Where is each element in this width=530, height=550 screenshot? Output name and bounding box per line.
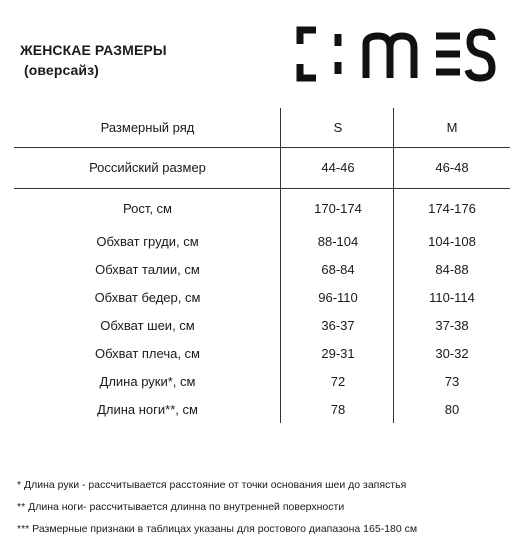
row-label: Длина ноги**, см bbox=[97, 402, 198, 417]
table-row bbox=[0, 342, 530, 366]
row-value-m: 30-32 bbox=[435, 346, 469, 361]
table-row bbox=[0, 370, 530, 394]
title-line-1: ЖЕНСКАЕ РАЗМЕРЫ bbox=[20, 42, 167, 58]
row-label: Обхват шеи, см bbox=[100, 318, 195, 333]
row-value-m: 174-176 bbox=[428, 201, 476, 216]
row-value-m: 73 bbox=[444, 374, 460, 389]
row-value-m: 37-38 bbox=[435, 318, 469, 333]
table-row bbox=[0, 398, 530, 422]
row-divider bbox=[14, 147, 510, 148]
header-size-s: S bbox=[333, 120, 343, 135]
row-value-s: 170-174 bbox=[314, 201, 362, 216]
row-value-s: 88-104 bbox=[317, 234, 359, 249]
footnote-arm-length: * Длина руки - рассчитывается расстояние от точки основания шеи до запястья bbox=[17, 479, 407, 491]
row-label: Обхват плеча, см bbox=[95, 346, 200, 361]
row-value-m: 104-108 bbox=[428, 234, 476, 249]
row-label: Российский размер bbox=[89, 160, 206, 175]
row-label: Рост, см bbox=[122, 201, 172, 216]
row-label: Обхват бедер, см bbox=[94, 290, 201, 305]
row-value-s: 68-84 bbox=[321, 262, 355, 277]
row-label: Длина руки*, см bbox=[99, 374, 196, 389]
row-value-s: 44-46 bbox=[321, 160, 355, 175]
header-size-range: Размерный ряд bbox=[100, 120, 195, 135]
row-value-m: 84-88 bbox=[435, 262, 469, 277]
header-size-m: M bbox=[446, 120, 458, 135]
table-row bbox=[0, 156, 530, 180]
row-label: Обхват талии, см bbox=[95, 262, 200, 277]
row-label: Обхват груди, см bbox=[96, 234, 199, 249]
table-row bbox=[0, 314, 530, 338]
row-value-m: 46-48 bbox=[435, 160, 469, 175]
row-value-s: 36-37 bbox=[321, 318, 355, 333]
table-row bbox=[0, 230, 530, 254]
row-value-s: 78 bbox=[330, 402, 346, 417]
title-line-2: (оверсайз) bbox=[24, 62, 99, 78]
table-header-row bbox=[0, 116, 530, 140]
table-row bbox=[0, 286, 530, 310]
footnotes bbox=[17, 474, 417, 540]
footnote-leg-length: ** Длина ноги- рассчитывается длинна по внутренней поверхности bbox=[17, 501, 345, 513]
footnote-height-range: *** Размерные признаки в таблицах указаны для ростового диапазона 165-180 см bbox=[17, 523, 418, 535]
row-value-m: 80 bbox=[444, 402, 460, 417]
row-value-m: 110-114 bbox=[429, 290, 475, 305]
row-value-s: 96-110 bbox=[318, 290, 358, 305]
row-divider bbox=[14, 188, 510, 189]
table-row bbox=[0, 197, 530, 221]
table-row bbox=[0, 258, 530, 282]
row-value-s: 72 bbox=[330, 374, 346, 389]
row-value-s: 29-31 bbox=[321, 346, 355, 361]
